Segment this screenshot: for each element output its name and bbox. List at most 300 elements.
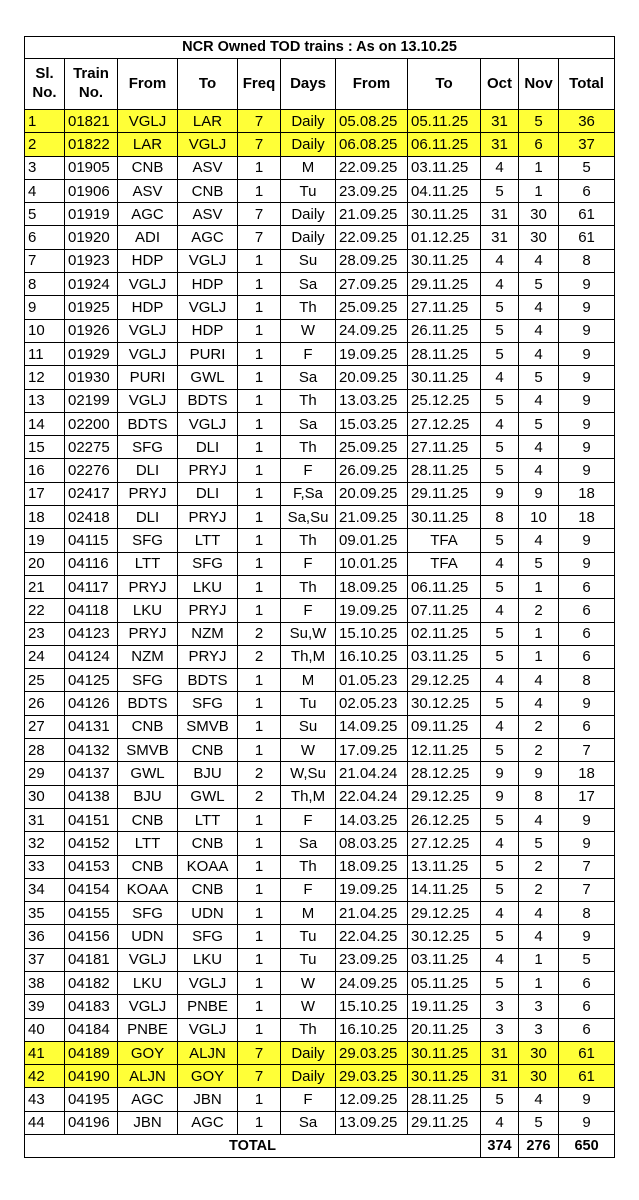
cell-train-no: 04123 [65, 622, 118, 645]
cell-date-to: 29.12.25 [408, 902, 481, 925]
cell-date-from: 13.03.25 [336, 389, 408, 412]
cell-train-no: 04138 [65, 785, 118, 808]
cell-date-to: 12.11.25 [408, 739, 481, 762]
cell-date-to: 30.11.25 [408, 203, 481, 226]
cell-days: Tu [281, 179, 336, 202]
cell-train-no: 01926 [65, 319, 118, 342]
total-label: TOTAL [25, 1135, 481, 1158]
table-row [25, 1065, 615, 1088]
cell-oct: 9 [481, 785, 519, 808]
cell-freq: 1 [238, 296, 281, 319]
cell-days: Th,M [281, 785, 336, 808]
cell-date-to: 29.12.25 [408, 785, 481, 808]
cell-to-station: VGLJ [178, 971, 238, 994]
header-freq: Freq [238, 59, 281, 110]
cell-date-from: 22.04.25 [336, 925, 408, 948]
cell-oct: 5 [481, 319, 519, 342]
cell-sl-no: 18 [25, 506, 65, 529]
cell-total: 17 [559, 785, 615, 808]
cell-from-station: PRYJ [118, 575, 178, 598]
cell-nov: 1 [519, 179, 559, 202]
cell-freq: 1 [238, 273, 281, 296]
cell-date-from: 15.10.25 [336, 995, 408, 1018]
cell-date-from: 16.10.25 [336, 645, 408, 668]
cell-nov: 4 [519, 319, 559, 342]
table-row [25, 389, 615, 412]
table-row [25, 226, 615, 249]
cell-days: F,Sa [281, 482, 336, 505]
cell-nov: 6 [519, 133, 559, 156]
cell-sl-no: 3 [25, 156, 65, 179]
cell-from-station: PRYJ [118, 622, 178, 645]
cell-oct: 4 [481, 366, 519, 389]
cell-sl-no: 21 [25, 575, 65, 598]
cell-to-station: VGLJ [178, 296, 238, 319]
cell-oct: 4 [481, 715, 519, 738]
cell-total: 9 [559, 412, 615, 435]
cell-nov: 30 [519, 226, 559, 249]
cell-freq: 1 [238, 948, 281, 971]
cell-to-station: VGLJ [178, 249, 238, 272]
column-header-row [25, 59, 615, 110]
cell-date-to: 19.11.25 [408, 995, 481, 1018]
header-from-station: From [118, 59, 178, 110]
cell-sl-no: 34 [25, 878, 65, 901]
cell-sl-no: 22 [25, 599, 65, 622]
cell-date-to: 28.12.25 [408, 762, 481, 785]
cell-train-no: 01906 [65, 179, 118, 202]
cell-freq: 1 [238, 156, 281, 179]
cell-sl-no: 33 [25, 855, 65, 878]
cell-freq: 1 [238, 808, 281, 831]
cell-nov: 2 [519, 739, 559, 762]
cell-to-station: SFG [178, 925, 238, 948]
table-row [25, 203, 615, 226]
cell-from-station: SFG [118, 436, 178, 459]
cell-freq: 1 [238, 319, 281, 342]
cell-freq: 1 [238, 459, 281, 482]
cell-date-to: 29.11.25 [408, 1111, 481, 1134]
cell-nov: 2 [519, 715, 559, 738]
cell-freq: 1 [238, 995, 281, 1018]
cell-days: Th [281, 855, 336, 878]
cell-freq: 7 [238, 226, 281, 249]
cell-to-station: LTT [178, 529, 238, 552]
table-row [25, 971, 615, 994]
cell-days: W [281, 739, 336, 762]
cell-from-station: VGLJ [118, 948, 178, 971]
cell-total: 5 [559, 948, 615, 971]
table-row [25, 645, 615, 668]
cell-nov: 4 [519, 249, 559, 272]
cell-train-no: 04115 [65, 529, 118, 552]
cell-from-station: ASV [118, 179, 178, 202]
cell-days: Sa [281, 1111, 336, 1134]
cell-from-station: HDP [118, 249, 178, 272]
cell-sl-no: 27 [25, 715, 65, 738]
cell-train-no: 01924 [65, 273, 118, 296]
cell-to-station: LTT [178, 808, 238, 831]
cell-total: 6 [559, 971, 615, 994]
cell-train-no: 04156 [65, 925, 118, 948]
cell-total: 8 [559, 902, 615, 925]
cell-sl-no: 19 [25, 529, 65, 552]
cell-from-station: KOAA [118, 878, 178, 901]
cell-total: 18 [559, 506, 615, 529]
cell-total: 9 [559, 296, 615, 319]
table-row [25, 459, 615, 482]
cell-total: 18 [559, 762, 615, 785]
cell-to-station: SFG [178, 692, 238, 715]
cell-total: 9 [559, 389, 615, 412]
cell-train-no: 04151 [65, 808, 118, 831]
cell-train-no: 04126 [65, 692, 118, 715]
cell-days: Sa [281, 412, 336, 435]
table-row [25, 622, 615, 645]
cell-from-station: NZM [118, 645, 178, 668]
cell-from-station: CNB [118, 156, 178, 179]
cell-total: 61 [559, 203, 615, 226]
cell-train-no: 01919 [65, 203, 118, 226]
cell-sl-no: 41 [25, 1041, 65, 1064]
cell-sl-no: 42 [25, 1065, 65, 1088]
cell-to-station: SMVB [178, 715, 238, 738]
cell-from-station: SFG [118, 902, 178, 925]
cell-sl-no: 43 [25, 1088, 65, 1111]
cell-freq: 1 [238, 179, 281, 202]
cell-train-no: 01929 [65, 342, 118, 365]
cell-days: F [281, 342, 336, 365]
cell-nov: 1 [519, 645, 559, 668]
cell-freq: 1 [238, 902, 281, 925]
header-date-to: To [408, 59, 481, 110]
cell-days: Th [281, 389, 336, 412]
cell-date-to: 05.11.25 [408, 971, 481, 994]
cell-total: 61 [559, 1041, 615, 1064]
cell-oct: 4 [481, 948, 519, 971]
cell-oct: 31 [481, 1041, 519, 1064]
cell-nov: 1 [519, 156, 559, 179]
table-row [25, 948, 615, 971]
cell-train-no: 01822 [65, 133, 118, 156]
cell-date-to: 04.11.25 [408, 179, 481, 202]
cell-date-from: 21.04.25 [336, 902, 408, 925]
table-row [25, 179, 615, 202]
table-title: NCR Owned TOD trains : As on 13.10.25 [25, 37, 615, 59]
table-row [25, 319, 615, 342]
cell-train-no: 04116 [65, 552, 118, 575]
cell-date-to: 25.12.25 [408, 389, 481, 412]
cell-oct: 5 [481, 296, 519, 319]
cell-days: Th [281, 529, 336, 552]
cell-date-from: 12.09.25 [336, 1088, 408, 1111]
cell-train-no: 01925 [65, 296, 118, 319]
cell-date-from: 23.09.25 [336, 179, 408, 202]
cell-freq: 1 [238, 506, 281, 529]
cell-date-from: 06.08.25 [336, 133, 408, 156]
cell-freq: 7 [238, 203, 281, 226]
cell-nov: 5 [519, 110, 559, 133]
cell-train-no: 01821 [65, 110, 118, 133]
table-row [25, 482, 615, 505]
cell-oct: 4 [481, 249, 519, 272]
cell-freq: 2 [238, 785, 281, 808]
cell-sl-no: 6 [25, 226, 65, 249]
cell-nov: 4 [519, 669, 559, 692]
cell-freq: 1 [238, 249, 281, 272]
cell-date-from: 15.03.25 [336, 412, 408, 435]
cell-sl-no: 15 [25, 436, 65, 459]
cell-freq: 1 [238, 552, 281, 575]
cell-oct: 5 [481, 389, 519, 412]
cell-train-no: 02199 [65, 389, 118, 412]
total-grand: 650 [559, 1135, 615, 1158]
cell-from-station: HDP [118, 296, 178, 319]
cell-sl-no: 32 [25, 832, 65, 855]
cell-sl-no: 7 [25, 249, 65, 272]
cell-oct: 5 [481, 179, 519, 202]
cell-nov: 4 [519, 808, 559, 831]
cell-date-from: 22.09.25 [336, 226, 408, 249]
cell-date-to: 03.11.25 [408, 156, 481, 179]
cell-date-from: 09.01.25 [336, 529, 408, 552]
cell-date-from: 26.09.25 [336, 459, 408, 482]
cell-sl-no: 30 [25, 785, 65, 808]
cell-days: Th [281, 296, 336, 319]
cell-sl-no: 9 [25, 296, 65, 319]
table-row [25, 249, 615, 272]
cell-sl-no: 28 [25, 739, 65, 762]
table-row [25, 552, 615, 575]
cell-sl-no: 23 [25, 622, 65, 645]
cell-days: Daily [281, 1041, 336, 1064]
cell-to-station: AGC [178, 1111, 238, 1134]
cell-oct: 4 [481, 1111, 519, 1134]
cell-train-no: 04152 [65, 832, 118, 855]
cell-oct: 5 [481, 342, 519, 365]
cell-date-from: 22.04.24 [336, 785, 408, 808]
table-row [25, 133, 615, 156]
cell-days: F [281, 1088, 336, 1111]
cell-total: 61 [559, 226, 615, 249]
table-row [25, 412, 615, 435]
cell-sl-no: 4 [25, 179, 65, 202]
table-row [25, 785, 615, 808]
cell-nov: 1 [519, 971, 559, 994]
cell-freq: 1 [238, 1111, 281, 1134]
cell-from-station: JBN [118, 1111, 178, 1134]
cell-date-from: 19.09.25 [336, 599, 408, 622]
table-row [25, 156, 615, 179]
cell-to-station: CNB [178, 878, 238, 901]
header-total: Total [559, 59, 615, 110]
cell-oct: 4 [481, 156, 519, 179]
cell-days: W [281, 971, 336, 994]
cell-date-from: 25.09.25 [336, 296, 408, 319]
cell-total: 9 [559, 1088, 615, 1111]
cell-to-station: LKU [178, 575, 238, 598]
cell-train-no: 04132 [65, 739, 118, 762]
cell-total: 9 [559, 273, 615, 296]
cell-date-from: 24.09.25 [336, 319, 408, 342]
cell-total: 7 [559, 739, 615, 762]
cell-freq: 7 [238, 1041, 281, 1064]
cell-total: 7 [559, 855, 615, 878]
cell-nov: 3 [519, 995, 559, 1018]
cell-train-no: 04182 [65, 971, 118, 994]
cell-days: W [281, 319, 336, 342]
cell-to-station: VGLJ [178, 412, 238, 435]
document-page [24, 36, 614, 1158]
cell-date-to: 27.12.25 [408, 832, 481, 855]
cell-from-station: AGC [118, 203, 178, 226]
cell-train-no: 04155 [65, 902, 118, 925]
cell-date-from: 22.09.25 [336, 156, 408, 179]
table-row [25, 529, 615, 552]
cell-days: F [281, 878, 336, 901]
cell-days: Daily [281, 110, 336, 133]
cell-sl-no: 36 [25, 925, 65, 948]
cell-total: 9 [559, 808, 615, 831]
cell-oct: 4 [481, 273, 519, 296]
cell-sl-no: 2 [25, 133, 65, 156]
cell-oct: 5 [481, 645, 519, 668]
cell-nov: 4 [519, 342, 559, 365]
cell-from-station: ADI [118, 226, 178, 249]
cell-freq: 7 [238, 110, 281, 133]
cell-from-station: VGLJ [118, 995, 178, 1018]
cell-nov: 30 [519, 203, 559, 226]
cell-days: F [281, 599, 336, 622]
cell-date-from: 13.09.25 [336, 1111, 408, 1134]
cell-days: F [281, 552, 336, 575]
cell-to-station: PRYJ [178, 459, 238, 482]
cell-from-station: LKU [118, 599, 178, 622]
table-row [25, 575, 615, 598]
cell-from-station: PURI [118, 366, 178, 389]
cell-date-from: 16.10.25 [336, 1018, 408, 1041]
cell-oct: 5 [481, 1088, 519, 1111]
cell-from-station: BDTS [118, 692, 178, 715]
cell-freq: 1 [238, 389, 281, 412]
cell-oct: 9 [481, 482, 519, 505]
cell-date-to: 29.12.25 [408, 669, 481, 692]
cell-date-to: 27.11.25 [408, 436, 481, 459]
cell-sl-no: 25 [25, 669, 65, 692]
cell-date-to: 01.12.25 [408, 226, 481, 249]
cell-date-to: 02.11.25 [408, 622, 481, 645]
cell-days: Tu [281, 692, 336, 715]
cell-to-station: SFG [178, 552, 238, 575]
cell-oct: 4 [481, 412, 519, 435]
cell-oct: 5 [481, 878, 519, 901]
cell-sl-no: 16 [25, 459, 65, 482]
table-row [25, 902, 615, 925]
cell-sl-no: 26 [25, 692, 65, 715]
cell-date-from: 21.04.24 [336, 762, 408, 785]
cell-from-station: DLI [118, 506, 178, 529]
cell-days: Tu [281, 925, 336, 948]
cell-total: 7 [559, 878, 615, 901]
header-nov: Nov [519, 59, 559, 110]
cell-to-station: CNB [178, 179, 238, 202]
cell-oct: 5 [481, 529, 519, 552]
cell-date-from: 25.09.25 [336, 436, 408, 459]
cell-nov: 2 [519, 878, 559, 901]
cell-date-to: 28.11.25 [408, 342, 481, 365]
cell-to-station: HDP [178, 319, 238, 342]
cell-date-from: 15.10.25 [336, 622, 408, 645]
cell-date-to: 28.11.25 [408, 459, 481, 482]
cell-days: Daily [281, 1065, 336, 1088]
cell-days: Daily [281, 133, 336, 156]
cell-freq: 1 [238, 482, 281, 505]
cell-train-no: 04189 [65, 1041, 118, 1064]
cell-train-no: 04183 [65, 995, 118, 1018]
cell-nov: 4 [519, 1088, 559, 1111]
cell-from-station: GOY [118, 1041, 178, 1064]
cell-nov: 9 [519, 482, 559, 505]
cell-from-station: LTT [118, 552, 178, 575]
cell-nov: 4 [519, 925, 559, 948]
cell-sl-no: 10 [25, 319, 65, 342]
cell-date-from: 21.09.25 [336, 506, 408, 529]
cell-total: 9 [559, 529, 615, 552]
cell-total: 9 [559, 459, 615, 482]
cell-date-to: 30.12.25 [408, 925, 481, 948]
cell-date-from: 18.09.25 [336, 855, 408, 878]
cell-oct: 5 [481, 808, 519, 831]
cell-oct: 5 [481, 855, 519, 878]
cell-nov: 5 [519, 412, 559, 435]
cell-from-station: BJU [118, 785, 178, 808]
cell-to-station: GOY [178, 1065, 238, 1088]
table-row [25, 1088, 615, 1111]
cell-to-station: PURI [178, 342, 238, 365]
cell-total: 5 [559, 156, 615, 179]
cell-sl-no: 20 [25, 552, 65, 575]
cell-freq: 1 [238, 342, 281, 365]
table-row [25, 855, 615, 878]
cell-train-no: 01923 [65, 249, 118, 272]
cell-oct: 8 [481, 506, 519, 529]
cell-sl-no: 40 [25, 1018, 65, 1041]
cell-total: 6 [559, 575, 615, 598]
cell-nov: 2 [519, 855, 559, 878]
cell-oct: 5 [481, 459, 519, 482]
cell-date-to: 27.11.25 [408, 296, 481, 319]
table-row [25, 878, 615, 901]
cell-to-station: BDTS [178, 389, 238, 412]
cell-nov: 30 [519, 1065, 559, 1088]
cell-total: 6 [559, 622, 615, 645]
cell-freq: 1 [238, 436, 281, 459]
table-row [25, 1111, 615, 1134]
cell-sl-no: 12 [25, 366, 65, 389]
cell-date-from: 14.09.25 [336, 715, 408, 738]
table-row [25, 715, 615, 738]
cell-to-station: NZM [178, 622, 238, 645]
cell-sl-no: 29 [25, 762, 65, 785]
cell-date-from: 24.09.25 [336, 971, 408, 994]
cell-freq: 1 [238, 412, 281, 435]
cell-days: M [281, 669, 336, 692]
cell-date-from: 10.01.25 [336, 552, 408, 575]
cell-total: 6 [559, 599, 615, 622]
cell-days: Th [281, 575, 336, 598]
table-row [25, 832, 615, 855]
cell-oct: 4 [481, 599, 519, 622]
